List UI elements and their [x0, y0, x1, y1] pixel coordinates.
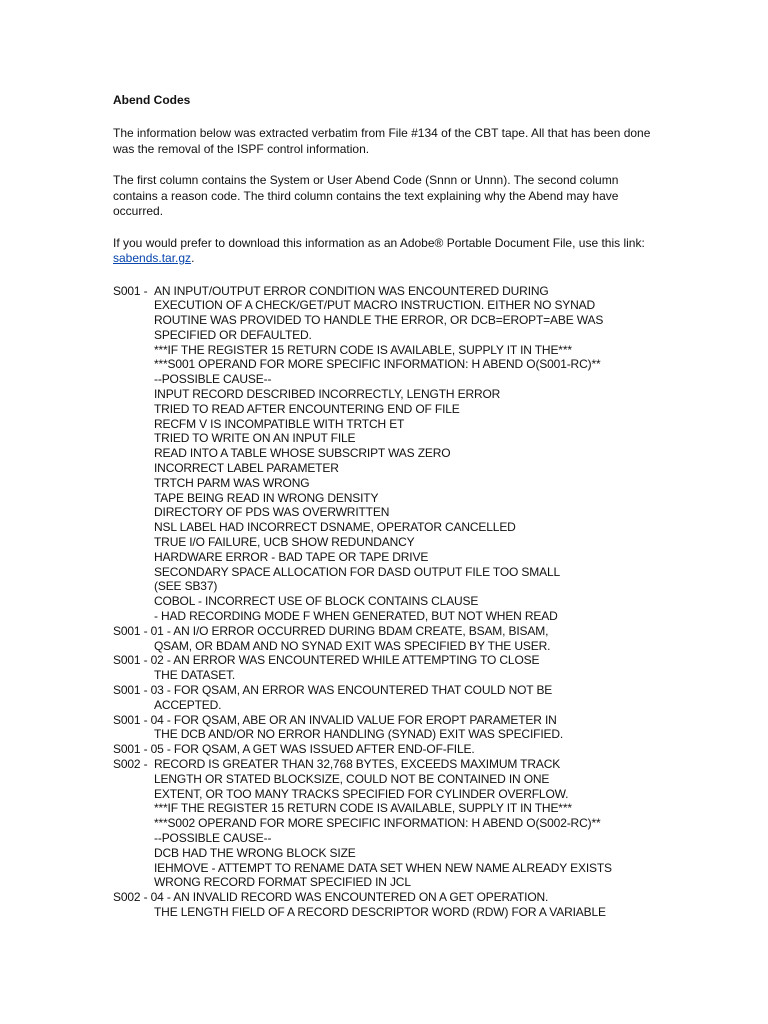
- abend-line: [113, 801, 658, 816]
- abend-line: [113, 387, 658, 402]
- abend-line: [113, 343, 658, 358]
- intro-paragraph-source: The information below was extracted verbatim from File #134 of the CBT tape. All that has been done was the removal of the ISPF control information.: [113, 126, 651, 156]
- abend-text: IEHMOVE - ATTEMPT TO RENAME DATA SET WHEN NEW NAME ALREADY EXISTS: [154, 860, 612, 875]
- abend-line: [113, 417, 658, 432]
- abend-text: ROUTINE WAS PROVIDED TO HANDLE THE ERROR, OR DCB=EROPT=ABE WAS: [154, 313, 604, 328]
- abend-text: ***IF THE REGISTER 15 RETURN CODE IS AVAILABLE, SUPPLY IT IN THE***: [154, 342, 572, 357]
- abend-text: - HAD RECORDING MODE F WHEN GENERATED, BUT NOT WHEN READ: [154, 609, 558, 624]
- abend-text: THE LENGTH FIELD OF A RECORD DESCRIPTOR WORD (RDW) FOR A VARIABLE: [154, 904, 606, 919]
- abend-line: [113, 875, 658, 890]
- abend-line: [113, 727, 658, 742]
- abend-text: TRTCH PARM WAS WRONG: [154, 475, 310, 490]
- abend-text: RECFM V IS INCOMPATIBLE WITH TRTCH ET: [154, 416, 405, 431]
- abend-line: [113, 446, 658, 461]
- document-page: [113, 93, 658, 920]
- abend-line: [113, 698, 658, 713]
- abend-line: [113, 476, 658, 491]
- abend-line: [113, 594, 658, 609]
- download-link[interactable]: sabends.tar.gz: [113, 251, 192, 265]
- abend-line: [113, 372, 658, 387]
- intro-paragraph-download: [113, 236, 658, 267]
- abend-text: S001 - 04 - FOR QSAM, ABE OR AN INVALID VALUE FOR EROPT PARAMETER IN: [113, 712, 557, 727]
- abend-line: [113, 402, 658, 417]
- abend-text: TRUE I/O FAILURE, UCB SHOW REDUNDANCY: [154, 535, 415, 550]
- abend-text: INCORRECT LABEL PARAMETER: [154, 461, 339, 476]
- abend-line: [113, 284, 658, 299]
- abend-text: QSAM, OR BDAM AND NO SYNAD EXIT WAS SPECIFIED BY THE USER.: [154, 638, 551, 653]
- download-text: If you would prefer to download this information as an Adobe® Portable Document File, use this link:: [113, 235, 645, 250]
- abend-line: [113, 431, 658, 446]
- abend-text: S001 - 02 - AN ERROR WAS ENCOUNTERED WHILE ATTEMPTING TO CLOSE: [113, 653, 540, 668]
- abend-line: [113, 787, 658, 802]
- abend-text: --POSSIBLE CAUSE--: [154, 830, 272, 845]
- abend-line: [113, 861, 658, 876]
- abend-line: [113, 683, 658, 698]
- abend-text: ACCEPTED.: [154, 697, 222, 712]
- abend-line: [113, 668, 658, 683]
- abend-line: [113, 816, 658, 831]
- abend-line: [113, 846, 658, 861]
- abend-line: [113, 653, 658, 668]
- abend-text: THE DATASET.: [154, 668, 236, 683]
- abend-line: [113, 890, 658, 905]
- abend-code: S002 -: [113, 757, 148, 771]
- abend-line: [113, 520, 658, 535]
- abend-line: [113, 328, 658, 343]
- abend-line: [113, 313, 658, 328]
- abend-line: [113, 831, 658, 846]
- abend-line: [113, 713, 658, 728]
- intro-paragraph-columns: The first column contains the System or User Abend Code (Snnn or Unnn). The second column contains a reason code. The third column contains the text explaining why the Abend may have occurred.: [113, 173, 619, 218]
- abend-text: SECONDARY SPACE ALLOCATION FOR DASD OUTPUT FILE TOO SMALL: [154, 564, 561, 579]
- abend-line: [113, 357, 658, 372]
- abend-text: S001 - 05 - FOR QSAM, A GET WAS ISSUED AFTER END-OF-FILE.: [113, 742, 475, 757]
- abend-text: EXECUTION OF A CHECK/GET/PUT MACRO INSTRUCTION. EITHER NO SYNAD: [154, 298, 596, 313]
- download-suffix: .: [191, 251, 195, 265]
- abend-text: RECORD IS GREATER THAN 32,768 BYTES, EXCEEDS MAXIMUM TRACK: [154, 757, 561, 771]
- abend-text: TRIED TO READ AFTER ENCOUNTERING END OF FILE: [154, 401, 460, 416]
- abend-line: [113, 579, 658, 594]
- abend-text: (SEE SB37): [154, 579, 218, 594]
- abend-text: S001 - 03 - FOR QSAM, AN ERROR WAS ENCOUNTERED THAT COULD NOT BE: [113, 683, 553, 698]
- abend-text: ***S002 OPERAND FOR MORE SPECIFIC INFORMATION: H ABEND O(S002-RC)**: [154, 816, 601, 831]
- abend-text: LENGTH OR STATED BLOCKSIZE, COULD NOT BE CONTAINED IN ONE: [154, 771, 550, 786]
- abend-line: [113, 535, 658, 550]
- abend-text: AN INPUT/OUTPUT ERROR CONDITION WAS ENCOUNTERED DURING: [154, 283, 549, 298]
- abend-text: INPUT RECORD DESCRIBED INCORRECTLY, LENGTH ERROR: [154, 387, 501, 402]
- page-title: Abend Codes: [113, 93, 191, 107]
- abend-line: [113, 550, 658, 565]
- abend-text: DCB HAD THE WRONG BLOCK SIZE: [154, 845, 356, 860]
- abend-line: [113, 609, 658, 624]
- abend-code: S001 -: [113, 283, 148, 298]
- abend-text: ***IF THE REGISTER 15 RETURN CODE IS AVAILABLE, SUPPLY IT IN THE***: [154, 801, 572, 816]
- abend-text: ***S001 OPERAND FOR MORE SPECIFIC INFORMATION: H ABEND O(S001-RC)**: [154, 357, 601, 372]
- abend-line: [113, 742, 658, 757]
- abend-text: S002 - 04 - AN INVALID RECORD WAS ENCOUNTERED ON A GET OPERATION.: [113, 890, 549, 905]
- abend-line: [113, 772, 658, 787]
- abend-text: NSL LABEL HAD INCORRECT DSNAME, OPERATOR CANCELLED: [154, 520, 516, 535]
- abend-line: [113, 491, 658, 506]
- abend-text: COBOL - INCORRECT USE OF BLOCK CONTAINS CLAUSE: [154, 594, 479, 609]
- abend-line: [113, 298, 658, 313]
- abend-line: [113, 624, 658, 639]
- abend-text: TRIED TO WRITE ON AN INPUT FILE: [154, 431, 356, 446]
- abend-text: THE DCB AND/OR NO ERROR HANDLING (SYNAD) EXIT WAS SPECIFIED.: [154, 727, 564, 742]
- abend-text: HARDWARE ERROR - BAD TAPE OR TAPE DRIVE: [154, 549, 429, 564]
- abend-text: DIRECTORY OF PDS WAS OVERWRITTEN: [154, 505, 390, 520]
- abend-text: S001 - 01 - AN I/O ERROR OCCURRED DURING BDAM CREATE, BSAM, BISAM,: [113, 623, 549, 638]
- abend-text: WRONG RECORD FORMAT SPECIFIED IN JCL: [154, 875, 411, 890]
- abend-line: [113, 639, 658, 654]
- abend-text: --POSSIBLE CAUSE--: [154, 372, 272, 387]
- abend-text: SPECIFIED OR DEFAULTED.: [154, 327, 312, 342]
- abend-line: [113, 461, 658, 476]
- abend-text: READ INTO A TABLE WHOSE SUBSCRIPT WAS ZERO: [154, 446, 451, 461]
- abend-text: EXTENT, OR TOO MANY TRACKS SPECIFIED FOR CYLINDER OVERFLOW.: [154, 786, 569, 801]
- abend-code-list: [113, 284, 658, 920]
- abend-line: [113, 505, 658, 520]
- abend-line: [113, 905, 658, 920]
- abend-line: [113, 565, 658, 580]
- abend-text: TAPE BEING READ IN WRONG DENSITY: [154, 490, 379, 505]
- abend-line: [113, 757, 658, 772]
